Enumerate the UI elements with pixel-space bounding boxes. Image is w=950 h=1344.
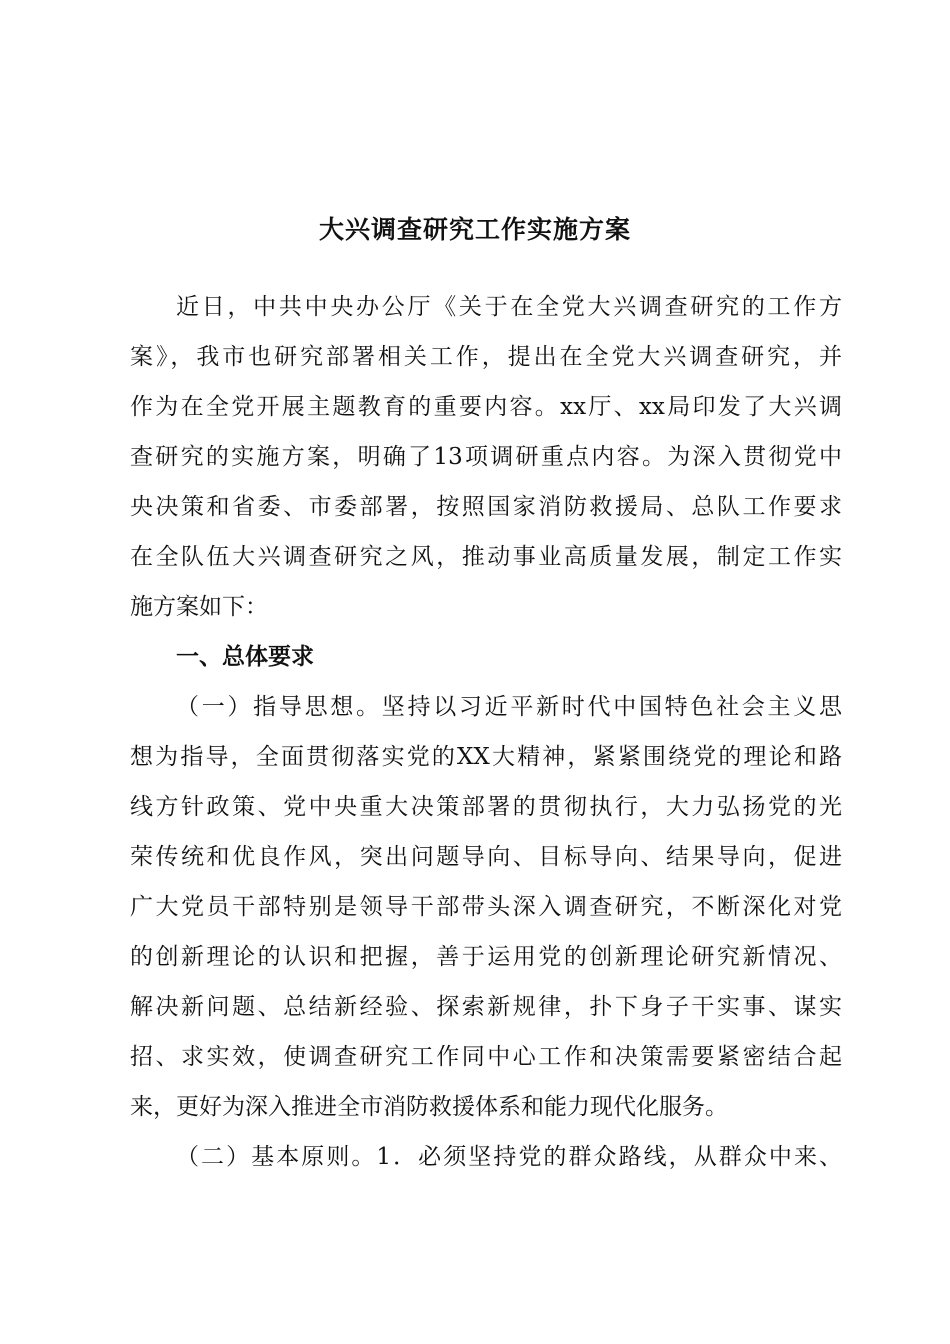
paragraph-line: 来，更好为深入推进全市消防救援体系和能力现代化服务。: [130, 1094, 728, 1120]
paragraph-line: （二）基本原则。1．必须坚持党的群众路线，从群众中来、: [176, 1144, 842, 1170]
paragraph-line: 查研究的实施方案，明确了13项调研重点内容。为深入贯彻党中: [130, 444, 842, 470]
paragraph-line: 广大党员干部特别是领导干部带头深入调查研究，不断深化对党: [130, 894, 842, 920]
paragraph-line: 施方案如下：: [130, 594, 268, 620]
section-heading: 一、总体要求: [176, 643, 314, 670]
paragraph-line: （一）指导思想。坚持以习近平新时代中国特色社会主义思: [176, 694, 842, 720]
paragraph-line: 的创新理论的认识和把握，善于运用党的创新理论研究新情况、: [130, 944, 842, 970]
paragraph-line: 线方针政策、党中央重大决策部署的贯彻执行，大力弘扬党的光: [130, 794, 842, 820]
paragraph-line: 近日，中共中央办公厅《关于在全党大兴调查研究的工作方: [176, 294, 842, 320]
paragraph-line: 解决新问题、总结新经验、探索新规律，扑下身子干实事、谋实: [130, 994, 842, 1020]
intro-paragraph: [130, 282, 842, 632]
principles-paragraph: [130, 1132, 842, 1182]
paragraph-line: 作为在全党开展主题教育的重要内容。xx厅、xx局印发了大兴调: [130, 394, 842, 420]
paragraph-line: 在全队伍大兴调查研究之风，推动事业高质量发展，制定工作实: [130, 544, 842, 570]
paragraph-line: 荣传统和优良作风，突出问题导向、目标导向、结果导向，促进: [130, 844, 842, 870]
paragraph-line: 案》，我市也研究部署相关工作，提出在全党大兴调查研究，并: [130, 344, 842, 370]
guiding-paragraph: [130, 682, 842, 1132]
paragraph-line: 想为指导，全面贯彻落实党的XX大精神，紧紧围绕党的理论和路: [130, 744, 842, 770]
paragraph-line: 招、求实效，使调查研究工作同中心工作和决策需要紧密结合起: [130, 1044, 842, 1070]
document-title: 大兴调查研究工作实施方案: [318, 215, 631, 244]
paragraph-line: 央决策和省委、市委部署，按照国家消防救援局、总队工作要求: [130, 494, 842, 520]
